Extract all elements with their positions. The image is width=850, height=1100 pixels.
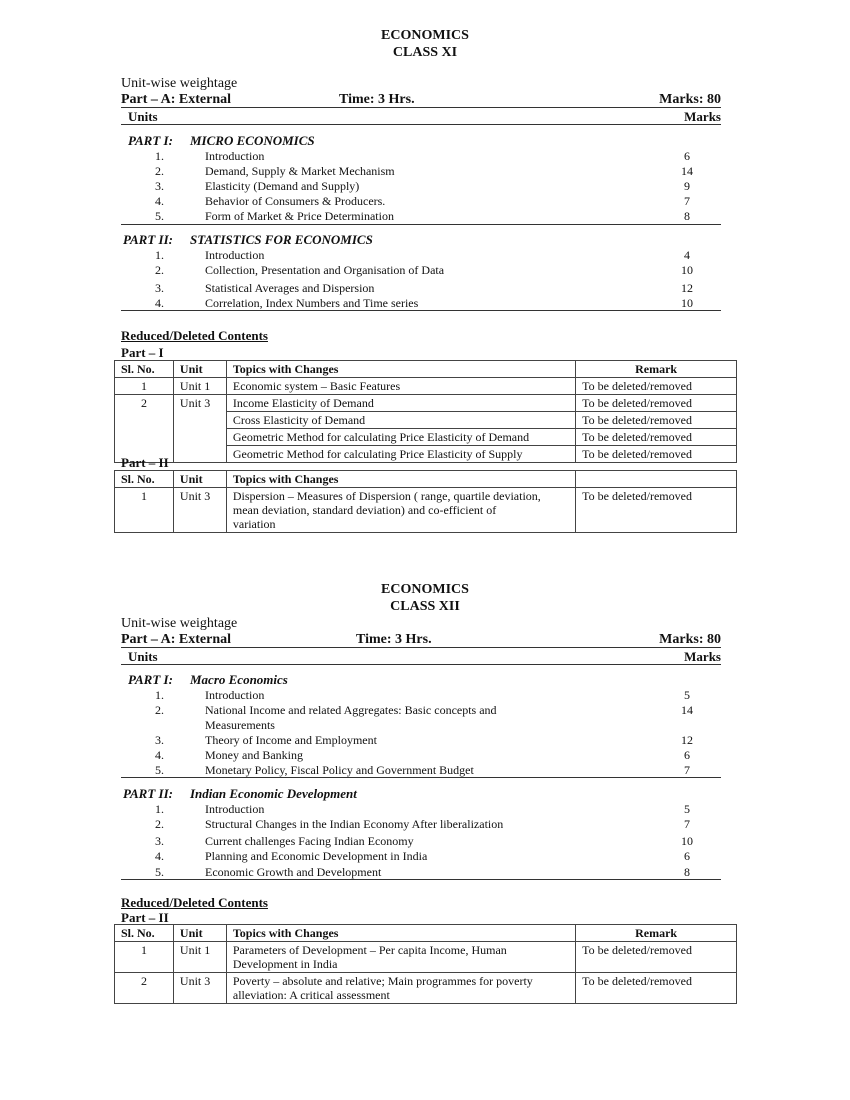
class11-part2-name: STATISTICS FOR ECONOMICS — [190, 232, 373, 247]
cell-unit: Unit 1 — [173, 378, 226, 395]
class12-reduced-heading: Reduced/Deleted Contents — [121, 895, 268, 910]
row-number: 2. — [155, 817, 164, 831]
cell-unit: Unit 3 — [173, 488, 226, 533]
class11-reduced-heading: Reduced/Deleted Contents — [121, 328, 268, 343]
class12-col-units: Units — [128, 649, 158, 664]
row-marks: 6 — [684, 849, 690, 863]
row-topic: Current challenges Facing Indian Economy — [205, 834, 414, 848]
row-topic: Behavior of Consumers & Producers. — [205, 194, 386, 208]
row-number: 1. — [155, 149, 164, 163]
row-marks: 10 — [681, 834, 693, 848]
row-number: 3. — [155, 834, 164, 848]
cell-sl: 1 — [115, 488, 174, 533]
row-topic: Economic Growth and Development — [205, 865, 382, 879]
row-topic: Correlation, Index Numbers and Time series — [205, 296, 419, 310]
row-topic-cont: Measurements — [205, 718, 275, 732]
row-topic: Elasticity (Demand and Supply) — [205, 179, 360, 193]
col-topics: Topics with Changes — [226, 471, 575, 488]
col-topics: Topics with Changes — [226, 361, 575, 378]
row-marks: 5 — [684, 802, 690, 816]
row-topic: Monetary Policy, Fiscal Policy and Government Budget — [205, 763, 474, 777]
class11-part1-label: PART I: — [128, 133, 173, 148]
divider — [121, 647, 721, 648]
row-marks: 14 — [681, 703, 693, 717]
col-unit: Unit — [173, 471, 226, 488]
class12-subtitle: CLASS XII — [390, 599, 460, 614]
class11-col-marks: Marks — [684, 109, 721, 124]
row-marks: 8 — [684, 865, 690, 879]
cell-sl: 1 — [115, 378, 174, 395]
cell-topic: Geometric Method for calculating Price Elasticity of Demand — [226, 429, 575, 446]
row-topic: Money and Banking — [205, 748, 303, 762]
cell-topic-line: Dispersion – Measures of Dispersion ( range, quartile deviation, — [232, 489, 541, 503]
row-topic: Introduction — [205, 688, 265, 702]
row-marks: 10 — [681, 296, 693, 310]
cell-topic: Cross Elasticity of Demand — [226, 412, 575, 429]
row-number: 3. — [155, 733, 164, 747]
row-number: 3. — [155, 281, 164, 295]
row-number: 5. — [155, 865, 164, 879]
table-row — [115, 378, 737, 395]
class11-marks-label: Marks: 80 — [659, 92, 721, 107]
class12-part1-label: PART I: — [128, 672, 173, 687]
divider — [121, 124, 721, 125]
table-row — [115, 395, 737, 412]
divider — [121, 310, 721, 311]
divider — [121, 224, 721, 225]
row-marks: 9 — [684, 179, 690, 193]
cell-remark: To be deleted/removed — [576, 488, 737, 533]
col-unit: Unit — [173, 925, 226, 942]
class12-col-marks: Marks — [684, 649, 721, 664]
row-number: 5. — [155, 209, 164, 223]
col-sl-no: Sl. No. — [115, 361, 174, 378]
class11-weightage-label: Unit-wise weightage — [121, 76, 238, 91]
cell-unit: Unit 1 — [173, 942, 226, 973]
divider — [121, 664, 721, 665]
col-sl-no: Sl. No. — [115, 925, 174, 942]
row-marks: 5 — [684, 688, 690, 702]
row-number: 2. — [155, 703, 164, 717]
class11-reduced-part2-label: Part – II — [121, 455, 169, 470]
cell-sl: 2 — [115, 973, 174, 1004]
col-remark-empty — [576, 471, 737, 488]
row-topic: National Income and related Aggregates: Basic concepts and — [205, 703, 497, 717]
class11-col-units: Units — [128, 109, 158, 124]
table-row — [115, 488, 737, 533]
cell-remark: To be deleted/removed — [576, 429, 737, 446]
row-number: 4. — [155, 296, 164, 310]
row-marks: 4 — [684, 248, 690, 262]
class11-subtitle: CLASS XI — [392, 45, 458, 60]
row-number: 4. — [155, 849, 164, 863]
col-sl-no: Sl. No. — [115, 471, 174, 488]
cell-topic-line: Poverty – absolute and relative; Main programmes for poverty — [232, 974, 533, 988]
class11-title: ECONOMICS — [381, 28, 469, 43]
row-number: 4. — [155, 748, 164, 762]
row-topic: Collection, Presentation and Organisation of Data — [205, 263, 445, 277]
class11-time-label: Time: 3 Hrs. — [339, 92, 415, 107]
row-marks: 6 — [684, 748, 690, 762]
cell-remark: To be deleted/removed — [576, 378, 737, 395]
cell-sl: 2 — [115, 395, 174, 463]
class12-reduced-part2-table — [114, 924, 737, 1004]
col-topics: Topics with Changes — [226, 925, 575, 942]
class11-reduced-part2-table — [114, 470, 737, 533]
row-marks: 7 — [684, 763, 690, 777]
row-number: 1. — [155, 688, 164, 702]
cell-remark: To be deleted/removed — [576, 942, 737, 973]
class11-part1-name: MICRO ECONOMICS — [190, 133, 315, 148]
row-topic: Statistical Averages and Dispersion — [205, 281, 375, 295]
row-marks: 10 — [681, 263, 693, 277]
cell-topic: Geometric Method for calculating Price Elasticity of Supply — [226, 446, 575, 463]
row-marks: 7 — [684, 194, 690, 208]
class12-title: ECONOMICS — [381, 582, 469, 597]
row-topic: Demand, Supply & Market Mechanism — [205, 164, 395, 178]
class11-reduced-part1-label: Part – I — [121, 345, 164, 360]
row-marks: 8 — [684, 209, 690, 223]
row-marks: 14 — [681, 164, 693, 178]
row-number: 5. — [155, 763, 164, 777]
row-topic: Planning and Economic Development in India — [205, 849, 428, 863]
cell-topic-line: alleviation: A critical assessment — [232, 988, 390, 1002]
row-number: 3. — [155, 179, 164, 193]
cell-remark: To be deleted/removed — [576, 412, 737, 429]
cell-sl: 1 — [115, 942, 174, 973]
row-topic: Introduction — [205, 149, 265, 163]
row-marks: 6 — [684, 149, 690, 163]
row-topic: Structural Changes in the Indian Economy After liberalization — [205, 817, 504, 831]
divider — [121, 777, 721, 778]
row-number: 1. — [155, 802, 164, 816]
class12-part2-label: PART II: — [123, 786, 173, 801]
table-row — [115, 942, 737, 973]
divider — [121, 879, 721, 880]
row-topic: Form of Market & Price Determination — [205, 209, 394, 223]
row-number: 2. — [155, 263, 164, 277]
class12-part2-name: Indian Economic Development — [190, 786, 357, 801]
row-number: 1. — [155, 248, 164, 262]
cell-topic — [226, 973, 575, 1004]
row-marks: 12 — [681, 281, 693, 295]
class11-part-label: Part – A: External — [121, 92, 232, 107]
row-topic: Introduction — [205, 802, 265, 816]
col-remark: Remark — [576, 925, 737, 942]
cell-unit: Unit 3 — [173, 395, 226, 463]
cell-topic: Economic system – Basic Features — [226, 378, 575, 395]
row-topic: Theory of Income and Employment — [205, 733, 377, 747]
class12-weightage-label: Unit-wise weightage — [121, 616, 238, 631]
table-header-row — [115, 925, 737, 942]
cell-topic-line: mean deviation, standard deviation) and co-efficient of — [232, 503, 497, 517]
class12-reduced-part2-label: Part – II — [121, 910, 169, 925]
class12-part1-name: Macro Economics — [190, 672, 288, 687]
cell-remark: To be deleted/removed — [576, 395, 737, 412]
cell-topic — [226, 488, 575, 533]
row-number: 4. — [155, 194, 164, 208]
class11-reduced-part1-table — [114, 360, 737, 463]
cell-remark: To be deleted/removed — [576, 446, 737, 463]
row-topic: Introduction — [205, 248, 265, 262]
cell-remark: To be deleted/removed — [576, 973, 737, 1004]
cell-topic-line: variation — [232, 517, 276, 531]
row-number: 2. — [155, 164, 164, 178]
class12-part-label: Part – A: External — [121, 632, 232, 647]
cell-topic-line: Parameters of Development – Per capita Income, Human — [232, 943, 507, 957]
cell-topic-line: Development in India — [232, 957, 338, 971]
divider — [121, 107, 721, 108]
table-header-row — [115, 361, 737, 378]
col-unit: Unit — [173, 361, 226, 378]
col-remark: Remark — [576, 361, 737, 378]
cell-topic: Income Elasticity of Demand — [226, 395, 575, 412]
class11-part2-label: PART II: — [123, 232, 173, 247]
cell-unit: Unit 3 — [173, 973, 226, 1004]
row-marks: 12 — [681, 733, 693, 747]
class12-time-label: Time: 3 Hrs. — [356, 632, 432, 647]
cell-topic — [226, 942, 575, 973]
row-marks: 7 — [684, 817, 690, 831]
table-row — [115, 973, 737, 1004]
table-header-row — [115, 471, 737, 488]
class12-marks-label: Marks: 80 — [659, 632, 721, 647]
